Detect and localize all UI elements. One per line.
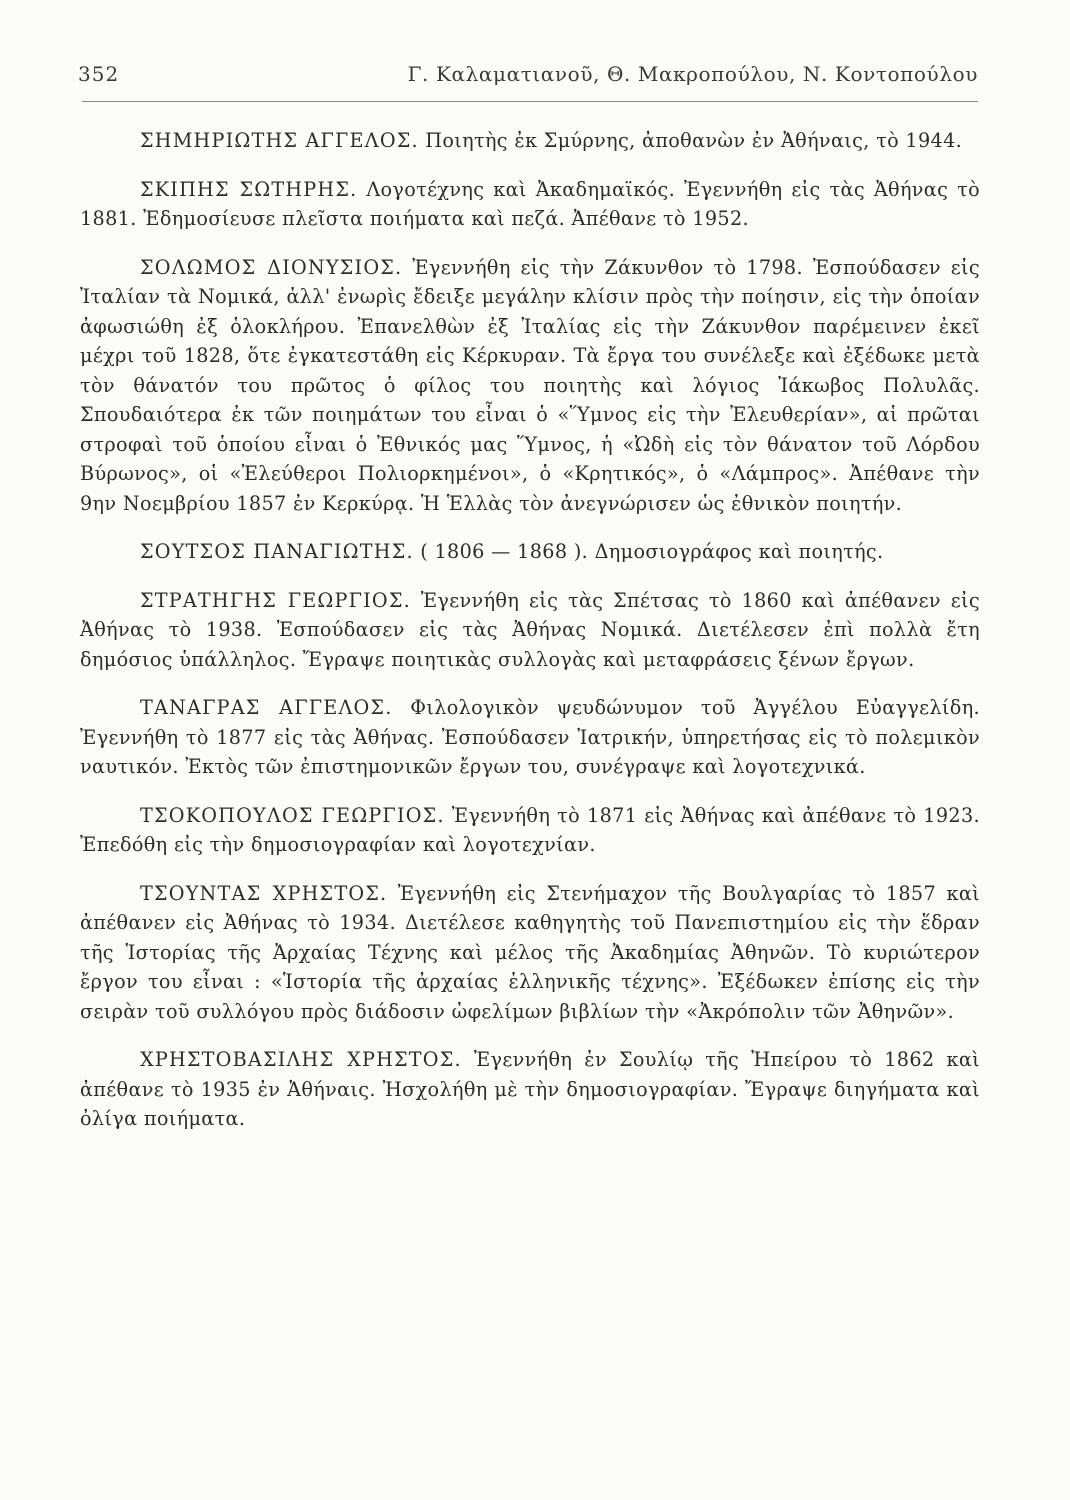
entry-tanagras (80, 693, 980, 782)
page-header (78, 62, 978, 94)
page-number: 352 (78, 62, 120, 86)
entry-name: ΤΑΝΑΓΡΑΣ ΑΓΓΕΛΟΣ. (140, 696, 393, 719)
entry-text: Ἐγεννήθη τὸ 1871 εἰς Ἀθήνας καὶ ἀπέθανε τὸ 1923. Ἐπεδόθη εἰς τὴν δημοσιογραφίαν καὶ λογοτεχνίαν. (80, 803, 980, 856)
entry-name: ΣΟΛΩΜΟΣ ΔΙΟΝΥΣΙΟΣ. (140, 255, 403, 279)
entry-text: Λογοτέχνης καὶ Ἀκαδημαϊκός. Ἐγεννήθη εἰς τὰς Ἀθήνας τὸ 1881. Ἐδημοσίευσε πλεῖστα ποιήματα καὶ πεζά. Ἀπέθανε τὸ 1952. (80, 177, 980, 230)
entry-soutsos (80, 537, 980, 567)
entry-simiriotis (80, 126, 980, 156)
running-head: Γ. Καλαματιανοῦ, Θ. Μακροπούλου, Ν. Κοντοπούλου (407, 62, 978, 86)
entry-text: Ἐγεννήθη εἰς τὴν Ζάκυνθον τὸ 1798. Ἐσπούδασεν εἰς Ἰταλίαν τὰ Νομικά, ἀλλ' ἐνωρὶς ἔδειξε μεγάλην κλίσιν πρὸς τὴν ποίησιν, εἰς τὴν ὁποίαν ἀφωσιώθη ἐξ ὁλοκλήρου. Ἐπανελθὼν ἐξ Ἰταλίας εἰς τὴν Ζάκυνθον παρέμεινεν ἐκεῖ μέχρι τοῦ 1828, ὅτε ἐγκατεστάθη εἰς Κέρκυραν. Τὰ ἔργα του συνέλεξε καὶ ἐξέδωκε μετὰ τὸν θάνατόν του πρῶτος ὁ φίλος του ποιητὴς καὶ λόγιος Ἰάκωβος Πολυλᾶς. Σπουδαιότερα ἐκ τῶν ποιημάτων του εἶναι ὁ «Ὕμνος εἰς τὴν Ἐλευθερίαν», αἱ πρῶται στροφαὶ τοῦ ὁποίου εἶναι ὁ Ἐθνικός μας Ὕμνος, ἡ «Ὠδὴ εἰς τὸν θάνατον τοῦ Λόρδου Βύρωνος», οἱ «Ἐλεύθεροι Πολιορκημένοι», ὁ «Κρητικός», ὁ «Λάμπρος». Ἀπέθανε τὴν 9ην Νοεμβρίου 1857 ἐν Κερκύρᾳ. Ἡ Ἑλλὰς τὸν ἀνεγνώρισεν ὡς ἐθνικὸν ποιητήν. (80, 255, 980, 515)
entry-text: Ποιητὴς ἐκ Σμύρνης, ἀποθανὼν ἐν Ἀθήναις, τὸ 1944. (425, 129, 963, 152)
entry-text: Ἐγεννήθη εἰς τὰς Σπέτσας τὸ 1860 καὶ ἀπέθανεν εἰς Ἀθήνας τὸ 1938. Ἐσπούδασεν εἰς τὰς Ἀθήνας Νομικά. Διετέλεσεν ἐπὶ πολλὰ ἔτη δημόσιος ὑπάλληλος. Ἔγραψε ποιητικὰς συλλογὰς καὶ μεταφράσεις ξένων ἔργων. (80, 588, 980, 671)
biography-entries (80, 126, 980, 1153)
entry-text: ( 1806 — 1868 ). Δημοσιογράφος καὶ ποιητής. (420, 540, 884, 563)
entry-christovasilis (80, 1045, 980, 1134)
header-rule (82, 101, 978, 102)
entry-name: ΣΗΜΗΡΙΩΤΗΣ ΑΓΓΕΛΟΣ. (140, 129, 419, 152)
entry-name: ΤΣΟΚΟΠΟΥΛΟΣ ΓΕΩΡΓΙΟΣ. (140, 803, 445, 827)
entry-text: Ἐγεννήθη εἰς Στενήμαχον τῆς Βουλγαρίας τὸ 1857 καὶ ἀπέθανεν εἰς Ἀθήνας τὸ 1934. Διετέλεσε καθηγητὴς τοῦ Πανεπιστημίου εἰς τὴν ἕδραν τῆς Ἱστορίας τῆς Ἀρχαίας Τέχνης καὶ μέλος τῆς Ἀκαδημίας Ἀθηνῶν. Τὸ κυριώτερον ἔργον του εἶναι : «Ἱστορία τῆς ἀρχαίας ἑλληνικῆς τέχνης». Ἐξέδωκεν ἐπίσης εἰς τὴν σειρὰν τοῦ συλλόγου πρὸς διάδοσιν ὠφελίμων βιβλίων τὴν «Ἀκρόπολιν τῶν Ἀθηνῶν». (80, 881, 980, 1023)
entry-skipis (80, 175, 980, 234)
entry-name: ΣΤΡΑΤΗΓΗΣ ΓΕΩΡΓΙΟΣ. (140, 588, 411, 612)
entry-name: ΣΚΙΠΗΣ ΣΩΤΗΡΗΣ. (140, 177, 358, 201)
entry-solomos (80, 253, 980, 519)
entry-name: ΧΡΗΣΤΟΒΑΣΙΛΗΣ ΧΡΗΣΤΟΣ. (140, 1048, 462, 1071)
entry-tsokopoulos (80, 801, 980, 860)
entry-text: Φιλολογικὸν ψευδώνυμον τοῦ Ἀγγέλου Εὐαγγελίδη. Ἐγεννήθη τὸ 1877 εἰς τὰς Ἀθήνας. Ἐσπούδασεν Ἰατρικήν, ὑπηρετήσας εἰς τὸ πολεμικὸν ναυτικόν. Ἐκτὸς τῶν ἐπιστημονικῶν ἔργων του, συνέγραψε καὶ λογοτεχνικά. (80, 696, 981, 778)
entry-name: ΤΣΟΥΝΤΑΣ ΧΡΗΣΤΟΣ. (140, 881, 388, 905)
entry-name: ΣΟΥΤΣΟΣ ΠΑΝΑΓΙΩΤΗΣ. (140, 540, 414, 563)
entry-tsountas (80, 879, 980, 1027)
entry-text: Ἐγεννήθη ἐν Σουλίῳ τῆς Ἠπείρου τὸ 1862 καὶ ἀπέθανε τὸ 1935 ἐν Ἀθήναις. Ἠσχολήθη μὲ τὴν δημοσιογραφίαν. Ἔγραψε διηγήματα καὶ ὀλίγα ποιήματα. (80, 1048, 980, 1130)
entry-stratigis (80, 586, 980, 675)
